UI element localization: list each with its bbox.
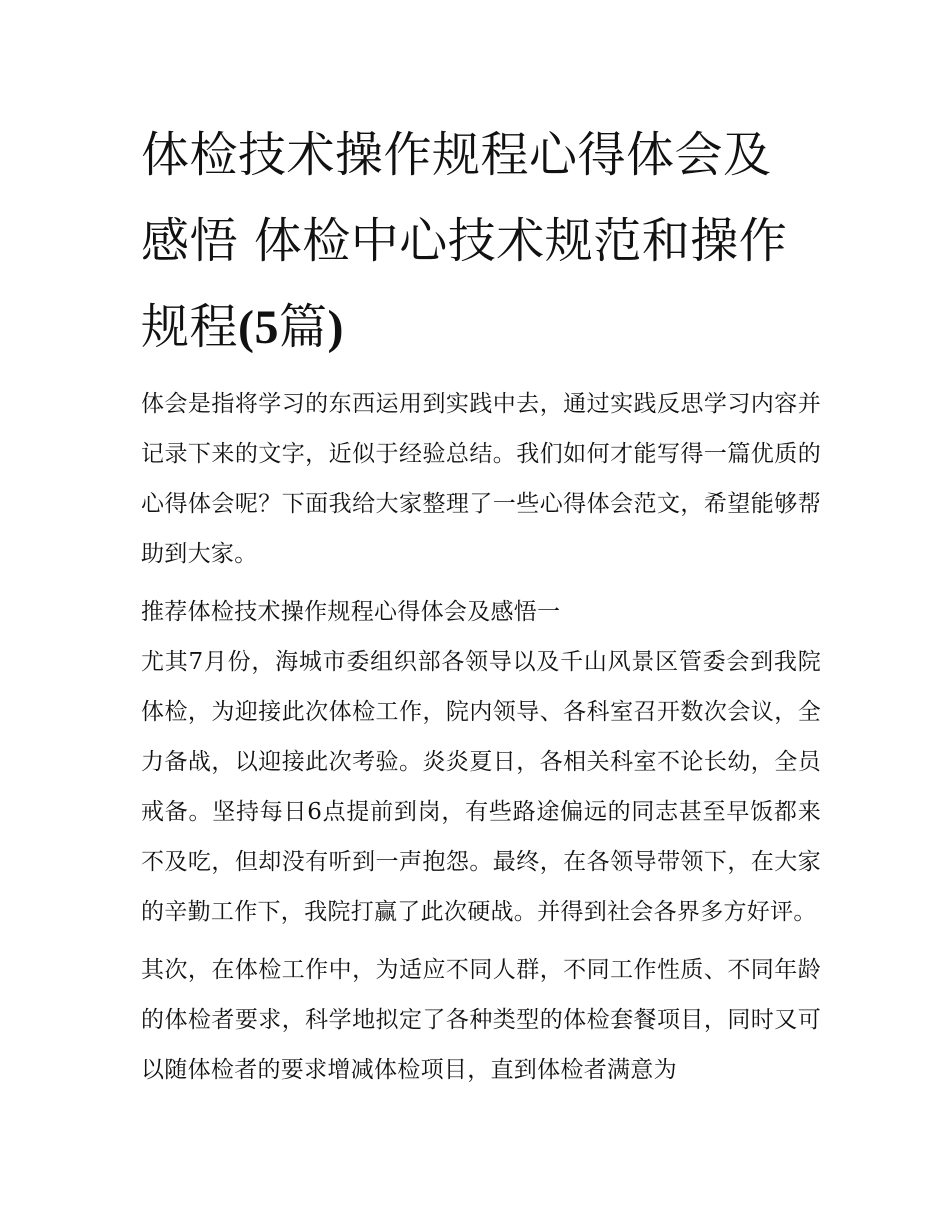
document-title	[141, 112, 821, 371]
title-line-2: 感悟 体检中心技术规范和操作	[141, 213, 788, 269]
title-line-3-text: 规程	[141, 299, 239, 355]
body-paragraph-2: 其次，在体检工作中，为适应不同人群，不同工作性质、不同年龄的体检者要求，科学地拟定了各种类型的体检套餐项目，同时又可以随体检者的要求增减体检项目，直到体检者满意为	[141, 957, 821, 1083]
body-paragraph-1: 尤其7月份，海城市委组织部各领导以及千山风景区管委会到我院体检，为迎接此次体检工作，院内领导、各科室召开数次会议，全力备战，以迎接此次考验。炎炎夏日，各相关科室不论长幼，全员戒备。坚持每日6点提前到岗，有些路途偏远的同志甚至早饭都来不及吃，但却没有听到一声抱怨。最终，在各领导带领下，在大家的辛勤工作下，我院打赢了此次硬战。并得到社会各界多方好评。	[141, 649, 821, 925]
title-line-1: 体检技术操作规程心得体会及	[141, 127, 772, 183]
intro-paragraph: 体会是指将学习的东西运用到实践中去，通过实践反思学习内容并记录下来的文字，近似于经验总结。我们如何才能写得一篇优质的心得体会呢？下面我给大家整理了一些心得体会范文，希望能够帮助到大家。	[141, 391, 821, 567]
title-count-unit: 篇	[279, 299, 328, 355]
title-count-close: )	[327, 301, 344, 354]
title-line-3	[141, 299, 344, 355]
section-heading: 推荐体检技术操作规程心得体会及感悟一	[141, 599, 561, 625]
title-count-open: (5	[238, 301, 279, 354]
document-page	[141, 112, 821, 1103]
document-body	[141, 379, 821, 1095]
